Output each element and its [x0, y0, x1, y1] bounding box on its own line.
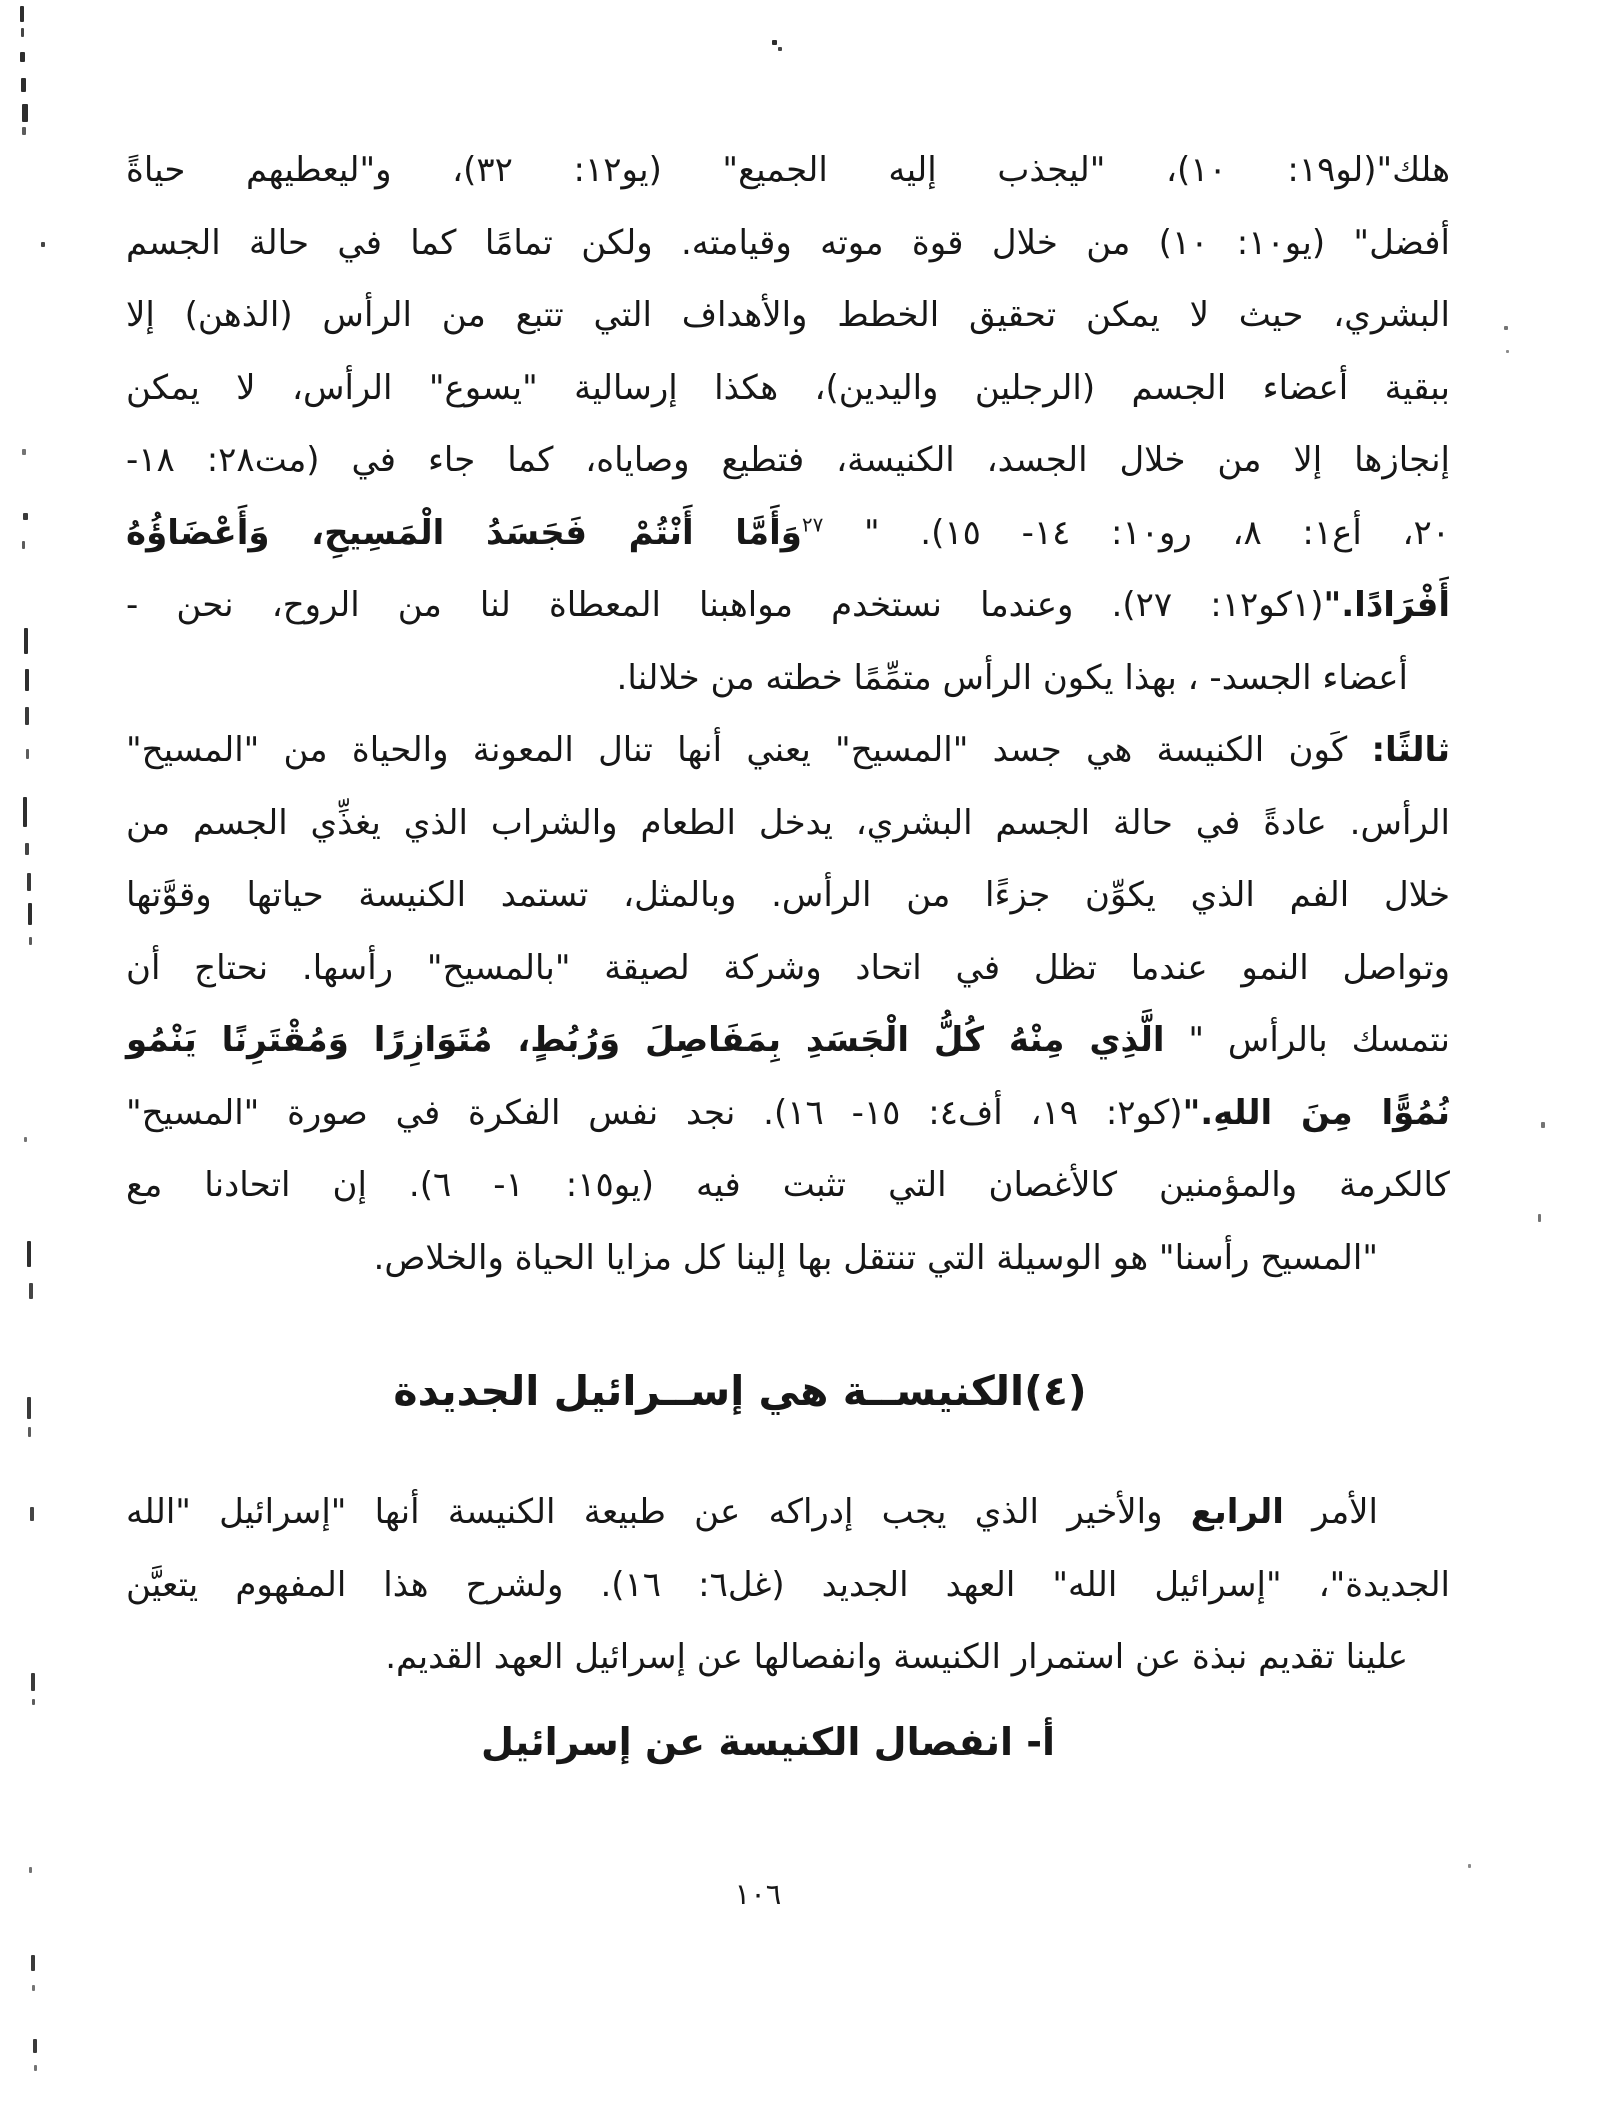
scripture-quote: نُمُوًّا مِنَ اللهِ." [1182, 1092, 1451, 1133]
body-text: والأخير الذي يجب إدراكه عن طبيعة الكنيسة أنها "إسرائيل "الله [126, 1492, 1191, 1532]
scan-speck [772, 40, 777, 45]
body-line-18: الجديدة"، "إسرائيل الله" العهد الجديد (غل٦: ١٦). ولشرح هذا المفهوم يتعيَّن [126, 1564, 1451, 1605]
scan-speck [778, 47, 782, 51]
scan-speck [25, 843, 29, 855]
scan-speck [29, 937, 32, 945]
scan-speck [22, 127, 26, 135]
body-line-14 [126, 1077, 1450, 1150]
scan-speck [21, 28, 24, 37]
body-line-19: علينا تقديم نبذة عن استمرار الكنيسة وانفصالها عن إسرائيل العهد القديم. [385, 1637, 1408, 1677]
scan-speck [29, 1283, 33, 1299]
body-line-10: الرأس. عادةً في حالة الجسم البشري، يدخل الطعام والشراب الذي يغذِّي الجسم من [126, 802, 1450, 843]
body-line-4: ببقية أعضاء الجسم (الرجلين واليدين)، هكذا إرسالية "يسوع" الرأس، لا يمكن [126, 367, 1450, 408]
scan-speck [31, 1955, 35, 1971]
scan-speck [1541, 1122, 1545, 1128]
body-line-15: كالكرمة والمؤمنين كالأغصان التي تثبت فيه (يو١٥: ١- ٦). إن اتحادنا مع [126, 1165, 1450, 1205]
scripture-quote: الَّذِي مِنْهُ كُلُّ الْجَسَدِ بِمَفَاصِلَ وَرُبُطٍ، مُتَوَازِرًا وَمُقْتَرِنًا يَنْمُو [126, 1020, 1165, 1060]
body-line-1: هلك"(لو١٩: ١٠)، "ليجذب إليه الجميع" (يو١٢: ٣٢)، و"ليعطيهم حياةً [126, 150, 1451, 190]
verse-number-superscript: ٢٧ [801, 512, 824, 537]
scan-speck [1504, 326, 1508, 330]
scripture-quote: وَأَمَّا أَنْتُمْ فَجَسَدُ الْمَسِيحِ، وَأَعْضَاؤُهُ [126, 512, 802, 553]
subsection-heading-church-separation-from-israel: أ- انفصال الكنيسة عن إسرائيل [480, 1719, 1056, 1764]
scan-speck [23, 797, 27, 827]
scan-speck [24, 1137, 27, 1142]
scan-speck [1506, 350, 1509, 353]
scan-speck [20, 6, 24, 22]
scan-speck [22, 104, 28, 122]
scan-speck [34, 2065, 37, 2071]
scan-speck [27, 1241, 31, 1267]
body-line-2: أفضل" (يو١٠: ١٠) من خلال قوة موته وقيامته. ولكن تمامًا كما في حالة الجسم [126, 222, 1450, 263]
body-text: (كو٢: ١٩، أف٤: ١٥- ١٦). نجد نفس الفكرة في صورة "المسيح" [126, 1092, 1183, 1133]
verse-ref-text: ٢٠، أع١: ٨، رو١٠: ١٤- ١٥). " [823, 512, 1451, 553]
page-number: ١٠٦ [734, 1876, 782, 1911]
body-text: الأمر [1283, 1492, 1378, 1532]
scan-speck [27, 873, 31, 891]
section-heading-church-is-new-israel: (٤)الكنيســة هي إســرائيل الجديدة [393, 1367, 1087, 1415]
scan-speck [29, 1867, 32, 1873]
scan-speck [21, 78, 26, 92]
scan-speck [22, 449, 26, 455]
body-text: كَون الكنيسة هي جسد "المسيح" يعني أنها تنال المعونة والحياة من "المسيح" [126, 730, 1372, 770]
body-line-13 [126, 1004, 1450, 1077]
body-line-17 [126, 1476, 1450, 1549]
body-line-11: خلال الفم الذي يكوِّن جزءًا من الرأس. وبالمثل، تستمد الكنيسة حياتها وقوَّتها [126, 875, 1450, 915]
body-text: نتمسك بالرأس " [1164, 1020, 1450, 1060]
scripture-quote: أَفْرَادًا." [1323, 585, 1450, 625]
body-text: (١كو١٢: ٢٧). وعندما نستخدم مواهبنا المعطاة لنا من الروح، نحن - [126, 585, 1324, 625]
scan-speck [25, 669, 29, 691]
scan-speck [33, 2039, 37, 2053]
list-marker-thirdly: ثالثًا: [1371, 730, 1450, 770]
scan-speck [25, 707, 29, 725]
scan-speck [1538, 1214, 1541, 1222]
body-line-5: إنجازها إلا من خلال الجسد، الكنيسة، فتطيع وصاياه، كما جاء في (مت٢٨: ١٨- [126, 440, 1450, 480]
scan-speck [32, 1699, 35, 1705]
scan-speck [26, 749, 29, 759]
page-text-block [126, 134, 1450, 1914]
body-line-7 [126, 569, 1450, 642]
scan-speck [32, 1985, 35, 1991]
body-line-8: أعضاء الجسد- ، بهذا يكون الرأس متمِّمًا خطته من خلالنا. [616, 657, 1408, 698]
emphasized-word: الرابع [1190, 1492, 1284, 1532]
body-line-16: "المسيح رأسنا" هو الوسيلة التي تنتقل بها إلينا كل مزايا الحياة والخلاص. [373, 1237, 1378, 1278]
scan-speck [22, 541, 25, 549]
body-line-6 [126, 497, 1450, 570]
body-line-3: البشري، حيث لا يمكن تحقيق الخطط والأهداف التي تتبع من الرأس (الذهن) إلا [126, 295, 1450, 335]
scan-speck [31, 1673, 35, 1691]
scan-speck [23, 513, 28, 520]
scan-speck [1468, 1864, 1471, 1868]
body-line-12: وتواصل النمو عندما تظل في اتحاد وشركة لصيقة "بالمسيح" رأسها. نحتاج أن [126, 947, 1450, 988]
scan-speck [20, 52, 25, 62]
scan-speck [30, 1507, 34, 1521]
scan-speck [24, 628, 28, 654]
body-line-9 [126, 714, 1450, 787]
scan-speck [27, 1397, 31, 1419]
scan-speck [28, 1427, 31, 1437]
scan-speck [41, 242, 45, 247]
scan-speck [28, 903, 32, 925]
